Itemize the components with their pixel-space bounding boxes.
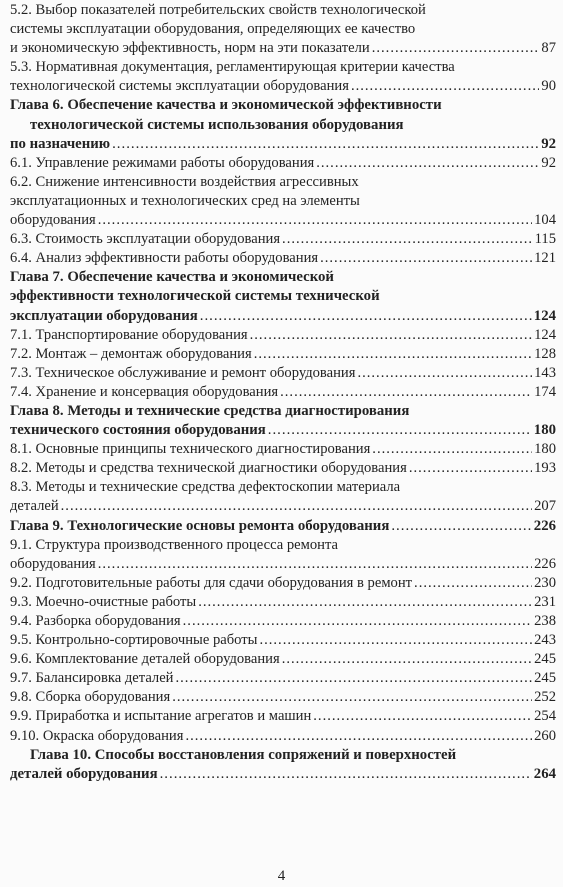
toc-entry-text: 9.7. Балансировка деталей [10, 670, 174, 687]
dot-leader [176, 669, 533, 688]
toc-page-number: 193 [534, 460, 556, 477]
toc-entry-line [10, 249, 556, 268]
dot-leader [409, 459, 532, 478]
toc-entry-text: Глава 10. Способы восстановления сопряжений и поверхностей [30, 746, 457, 763]
toc-entry-text: Глава 6. Обеспечение качества и экономической эффективности [10, 97, 442, 114]
dot-leader [372, 440, 532, 459]
toc-entry-text: 8.3. Методы и технические средства дефектоскопии материала [10, 479, 401, 496]
toc-entry-text: эксплуатации оборудования [10, 307, 198, 324]
dot-leader [280, 383, 532, 402]
toc-page-number: 231 [534, 593, 556, 610]
dot-leader [351, 77, 539, 96]
toc-page-number: 243 [534, 632, 556, 649]
toc-page-number: 124 [533, 307, 556, 324]
toc-entry-line [10, 173, 556, 192]
chapter-heading-line [10, 402, 556, 421]
dot-leader [259, 631, 532, 650]
toc-page-number: 180 [534, 441, 556, 458]
toc-entry-line [10, 536, 556, 555]
toc-page-number: 128 [534, 345, 556, 362]
toc-entry-line [10, 727, 556, 746]
toc-entry-line [10, 39, 556, 58]
toc-entry-line [10, 364, 556, 383]
toc-entry-text: 9.5. Контрольно-сортировочные работы [10, 632, 258, 649]
chapter-heading-line [10, 765, 556, 784]
dot-leader [414, 574, 532, 593]
toc-entry-text: по назначению [10, 135, 111, 152]
toc-page-number: 92 [541, 154, 556, 171]
toc-entry-line [10, 383, 556, 402]
toc-entry-line [10, 650, 556, 669]
chapter-heading-line [10, 287, 556, 306]
toc-entry-line [10, 20, 556, 39]
dot-leader [172, 688, 532, 707]
dot-leader [98, 555, 532, 574]
dot-leader [282, 230, 533, 249]
toc-entry-text: 7.2. Монтаж – демонтаж оборудования [10, 345, 252, 362]
toc-entry-line [10, 612, 556, 631]
chapter-heading-line [10, 96, 556, 115]
toc-entry-text: 8.2. Методы и средства технической диагностики оборудования [10, 460, 407, 477]
toc-entry-text: 9.10. Окраска оборудования [10, 727, 184, 744]
dot-leader [282, 650, 532, 669]
dot-leader [160, 765, 532, 784]
chapter-heading-line [10, 517, 556, 536]
dot-leader [98, 211, 532, 230]
chapter-heading-line [10, 746, 556, 765]
dot-leader [320, 249, 532, 268]
toc-entry-line [10, 326, 556, 345]
toc-entry-text: 9.6. Комплектование деталей оборудования [10, 651, 280, 668]
toc-entry-line [10, 574, 556, 593]
toc-entry-text: технологической системы эксплуатации оборудования [10, 78, 349, 95]
toc-page-number: 254 [534, 708, 556, 725]
toc-page-number: 174 [534, 383, 556, 400]
toc-entry-text: 6.3. Стоимость эксплуатации оборудования [10, 231, 281, 248]
toc-entry-text: Глава 7. Обеспечение качества и экономической [10, 269, 334, 286]
chapter-heading-line [10, 116, 556, 135]
toc-entry-line [10, 192, 556, 211]
toc-entry-line [10, 154, 556, 173]
dot-leader [200, 307, 532, 326]
dot-leader [183, 612, 532, 631]
toc-page-number: 230 [534, 574, 556, 591]
toc-entry-line [10, 478, 556, 497]
dot-leader [254, 345, 532, 364]
toc-entry-line [10, 555, 556, 574]
toc-page-number: 87 [541, 40, 556, 57]
toc-entry-text: Глава 9. Технологические основы ремонта оборудования [10, 517, 390, 534]
dot-leader [372, 39, 540, 58]
toc-page-number: 226 [533, 517, 556, 534]
toc-entry-line [10, 345, 556, 364]
toc-entry-text: 9.9. Приработка и испытание агрегатов и машин [10, 708, 312, 725]
toc-page-number: 143 [534, 364, 556, 381]
toc-entry-text: 5.2. Выбор показателей потребительских свойств технологической [10, 2, 426, 18]
toc-entry-text: 9.1. Структура производственного процесса ремонта [10, 536, 338, 553]
toc-page-number: 226 [534, 555, 556, 572]
toc-entry-line [10, 593, 556, 612]
toc-entry-line [10, 707, 556, 726]
toc-entry-text: эффективности технологической системы технической [10, 288, 380, 305]
toc-entry-text: Глава 8. Методы и технические средства диагностирования [10, 402, 410, 419]
toc-entry-line [10, 211, 556, 230]
toc-page-number: 121 [534, 250, 556, 267]
toc-page-number: 180 [533, 422, 556, 439]
toc-page-number: 238 [534, 613, 556, 629]
toc-entry-text: и экономическую эффективность, норм на эти показатели [10, 40, 370, 57]
toc-page-number: 92 [541, 135, 556, 152]
dot-leader [316, 154, 539, 173]
toc-entry-line [10, 77, 556, 96]
dot-leader [268, 421, 532, 440]
page-number: 4 [277, 868, 286, 884]
toc-entry-text: системы эксплуатации оборудования, определяющих ее качество [10, 21, 416, 38]
toc-page-number: 124 [534, 326, 556, 343]
chapter-heading-line [10, 135, 556, 154]
chapter-heading-line [10, 268, 556, 287]
toc-entry-line [10, 669, 556, 688]
toc-entry-line [10, 230, 556, 249]
toc-entry-text: 6.1. Управление режимами работы оборудования [10, 154, 315, 171]
dot-leader [313, 707, 532, 726]
toc-page-number: 245 [534, 651, 556, 668]
toc-entry-text: 8.1. Основные принципы технического диагностирования [10, 441, 371, 458]
toc-entry-text: 7.3. Техническое обслуживание и ремонт оборудования [10, 364, 356, 381]
toc-page-number: 207 [534, 498, 556, 515]
toc-entry-text: деталей [10, 498, 59, 515]
toc-entry-text: 6.2. Снижение интенсивности воздействия агрессивных [10, 173, 359, 190]
dot-leader [198, 593, 532, 612]
toc-entry-line [10, 440, 556, 459]
dot-leader [250, 326, 533, 345]
toc-page-number: 90 [541, 78, 556, 95]
toc-page-number: 245 [534, 670, 556, 687]
toc-entry-text: технического состояния оборудования [10, 422, 266, 439]
chapter-heading-line [10, 421, 556, 440]
toc-entry-text: оборудования [10, 212, 96, 229]
toc-entry-text: деталей оборудования [10, 765, 158, 782]
toc-entry-line [10, 631, 556, 650]
toc-entry-text: 9.4. Разборка оборудования [10, 613, 181, 629]
toc-entry-text: 9.3. Моечно-очистные работы [10, 593, 197, 610]
dot-leader [391, 517, 531, 536]
toc-entry-text: 9.8. Сборка оборудования [10, 689, 171, 706]
dot-leader [185, 727, 532, 746]
toc-entry-text: технологической системы использования оборудования [30, 116, 404, 133]
toc-entry-text: эксплуатационных и технологических сред на элементы [10, 192, 360, 209]
toc-entry-text: 7.4. Хранение и консервация оборудования [10, 383, 279, 400]
chapter-heading-line [10, 307, 556, 326]
toc-entry-text: 6.4. Анализ эффективности работы оборудования [10, 250, 319, 267]
toc-entry-line [10, 58, 556, 77]
dot-leader [112, 135, 539, 154]
toc-entry-text: 9.2. Подготовительные работы для сдачи оборудования в ремонт [10, 574, 413, 591]
toc-page-number: 104 [534, 212, 556, 229]
toc-entry-line [10, 688, 556, 707]
toc-entry-line [10, 497, 556, 516]
toc-entry-line [10, 1, 556, 20]
toc-entry-text: 5.3. Нормативная документация, регламентирующая критерии качества [10, 59, 455, 76]
toc-entry-line [10, 459, 556, 478]
table-of-contents [10, 1, 556, 784]
toc-page-number: 252 [534, 689, 556, 706]
toc-entry-text: оборудования [10, 555, 96, 572]
dot-leader [357, 364, 532, 383]
dot-leader [61, 497, 532, 516]
toc-page-number: 115 [534, 231, 556, 248]
toc-entry-text: 7.1. Транспортирование оборудования [10, 326, 248, 343]
toc-page-number: 264 [533, 765, 556, 782]
toc-page-number: 260 [534, 727, 556, 744]
